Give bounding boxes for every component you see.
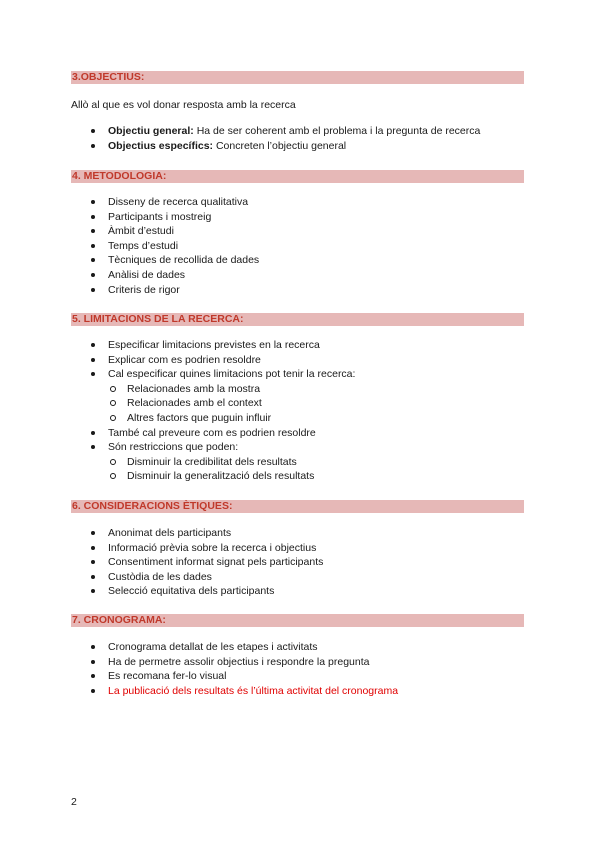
list-item: Disseny de recerca qualitativa: [91, 195, 259, 210]
list-item: Custòdia de les dades: [91, 570, 323, 585]
section-heading-etiques: 6. CONSIDERACIONS ÈTIQUES:: [71, 500, 524, 513]
list-item: Consentiment informat signat pels participants: [91, 555, 323, 570]
section-heading-cronograma: 7. CRONOGRAMA:: [71, 614, 524, 627]
list-item: Tècniques de recollida de dades: [91, 253, 259, 268]
sub-list-item: Disminuir la credibilitat dels resultats: [110, 455, 355, 470]
list-item: Són restriccions que poden:: [91, 440, 355, 455]
sub-list-item: Altres factors que puguin influir: [110, 411, 355, 426]
list-item: Cronograma detallat de les etapes i activitats: [91, 640, 398, 655]
list-item: [91, 124, 480, 139]
list-item: Informació prèvia sobre la recerca i objectius: [91, 541, 323, 556]
item-label: Objectiu general:: [108, 125, 194, 137]
item-text: Ha de ser coherent amb el problema i la pregunta de recerca: [193, 125, 481, 137]
list-item: Anàlisi de dades: [91, 268, 259, 283]
list-item: Es recomana fer-lo visual: [91, 669, 398, 684]
list-item: Temps d’estudi: [91, 239, 259, 254]
list-item: Selecció equitativa dels participants: [91, 584, 323, 599]
item-text: Concreten l’objectiu general: [213, 139, 347, 152]
list-item: Cal especificar quines limitacions pot tenir la recerca:: [91, 367, 355, 382]
objectius-intro: Allò al que es vol donar resposta amb la recerca: [71, 99, 296, 111]
cronograma-list: [91, 640, 398, 698]
limitacions-list: [91, 338, 355, 484]
list-item: Àmbit d’estudi: [91, 224, 259, 239]
sub-list-item: Disminuir la generalització dels resultats: [110, 469, 355, 484]
section-heading-limitacions: 5. LIMITACIONS DE LA RECERCA:: [71, 313, 524, 326]
sub-list-item: Relacionades amb el context: [110, 396, 355, 411]
item-label: Objectius específics:: [108, 139, 214, 152]
list-item: [91, 139, 480, 154]
page-number: 2: [71, 796, 77, 808]
etiques-list: [91, 526, 323, 599]
list-item: Especificar limitacions previstes en la recerca: [91, 338, 355, 353]
section-heading-metodologia: 4. METODOLOGIA:: [71, 170, 524, 183]
list-item: Ha de permetre assolir objectius i respondre la pregunta: [91, 655, 398, 670]
list-item: Anonimat dels participants: [91, 526, 323, 541]
list-item: També cal preveure com es podrien resoldre: [91, 426, 355, 441]
list-item: Participants i mostreig: [91, 210, 259, 225]
sub-list-item: Relacionades amb la mostra: [110, 382, 355, 397]
metodologia-list: [91, 195, 259, 297]
section-heading-objectius: 3.OBJECTIUS:: [71, 71, 524, 84]
list-item: Criteris de rigor: [91, 283, 259, 298]
highlighted-list-item: La publicació dels resultats és l’última activitat del cronograma: [91, 684, 398, 699]
list-item: Explicar com es podrien resoldre: [91, 353, 355, 368]
objectius-list: [91, 124, 480, 153]
